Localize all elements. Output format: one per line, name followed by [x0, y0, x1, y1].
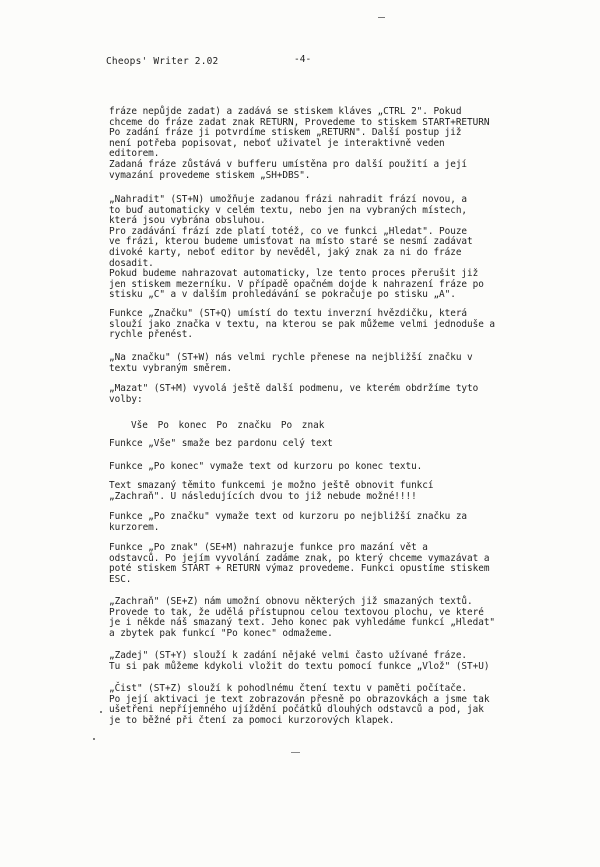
text-line: Funkce „Značku" (ST+Q) umístí do textu inverzní hvězdičku, která	[109, 308, 468, 319]
submenu-options	[131, 420, 324, 431]
text-line: Zadaná fráze zůstává v bufferu umístěna pro další použití a její	[109, 158, 468, 170]
text-line: vymazání provedeme stiskem „SH+DBS".	[109, 169, 311, 181]
paragraph-3	[109, 309, 511, 341]
text-line: „Zachraň" (SE+Z) nám umožní obnovu některých již smazaných textů.	[109, 596, 473, 607]
option-po-znak: Po znak	[280, 420, 325, 431]
text-line: rychle přenést.	[109, 329, 193, 341]
text-line: „Mazat" (ST+M) vyvolá ještě další podmenu, ve kterém obdržíme tyto	[109, 383, 479, 394]
text-line: Text smazaný těmito funkcemi je možno ještě obnovit funkcí	[109, 480, 434, 491]
text-line: Provede to tak, že udělá přístupnou celou textovou plochu, ve které	[109, 606, 484, 618]
text-line: fráze nepůjde zadat) a zadává se stiskem kláves „CTRL 2". Pokud	[109, 106, 462, 117]
scan-mark	[291, 752, 300, 753]
text-line: „Zachraň". U následujících dvou to již nebude možné!!!!	[109, 490, 417, 502]
text-line: chceme do fráze zadat znak RETURN, Provedeme to stiskem START+RETURN	[109, 116, 490, 128]
text-line: kurzorem.	[109, 521, 160, 533]
text-line: je to běžné při čtení za pomoci kurzorových klapek.	[109, 714, 395, 726]
text-line: poté stiskem START + RETURN výmaz provedeme. Funkci opustíme stiskem	[109, 563, 490, 575]
paragraph-11	[109, 597, 511, 639]
text-line: a zbytek pak funkcí "Po konec" odmažeme.	[109, 627, 333, 639]
option-vse: Vše	[131, 420, 148, 431]
text-line: Po zadání fráze ji potvrdíme stiskem „RETURN". Další postup již	[109, 127, 462, 139]
paragraph-4	[109, 353, 511, 374]
paragraph-6	[109, 439, 511, 450]
text-line: stisku „C" a v dalším prohledávání se pokračuje po stisku „A".	[109, 289, 456, 301]
text-line: ve frázi, kterou budeme umisťovat na místo staré se nesmí zadávat	[109, 236, 473, 248]
text-line: Po její aktivaci je text zobrazován přesně po obrazovkách a jsme tak	[109, 693, 490, 705]
text-line: která jsou vybrána obsluhou.	[109, 215, 266, 227]
text-line: divoké karty, neboť editor by nevěděl, jaký znak za ni do fráze	[109, 246, 462, 258]
text-line: „Zadej" (ST+Y) slouží k zadání nějaké velmi často užívané fráze.	[109, 650, 468, 661]
paragraph-7	[109, 462, 511, 473]
text-line: Funkce „Vše" smaže bez pardonu celý text	[109, 438, 333, 449]
paragraph-10	[109, 543, 511, 585]
text-line: Pokud budeme nahrazovat automaticky, lze tento proces přerušit již	[109, 268, 479, 280]
paragraph-9	[109, 512, 511, 533]
text-line: dosadit.	[109, 257, 154, 269]
paragraph-13	[109, 684, 511, 726]
text-line: textu vybraným směrem.	[109, 362, 233, 374]
text-line: ESC.	[109, 573, 132, 585]
text-line: slouží jako značka v textu, na kterou se pak můžeme velmi jednoduše a	[109, 318, 496, 330]
text-line: „Na značku" (ST+W) nás velmi rychle přenese na nejbližší značku v	[109, 352, 473, 363]
text-line: Tu si pak můžeme kdykoli vložit do textu pomocí funkce „Vlož" (ST+U)	[109, 660, 490, 672]
text-line: Funkce „Po značku" vymaže text od kurzoru po nejbližší značku za	[109, 511, 468, 522]
page-number: -4-	[294, 54, 312, 65]
text-line: Funkce „Po konec" vymaže text od kurzoru po konec textu.	[109, 461, 423, 472]
text-line: „Nahradit" (ST+N) umožňuje zadanou frázi nahradit frází novou, a	[109, 194, 468, 205]
text-line: „Čist" (ST+Z) slouží k pohodlnému čtení textu v paměti počítače.	[109, 683, 468, 694]
paragraph-5	[109, 384, 511, 405]
text-line: je i někde náš smazaný text. Jeho konec pak vyhledáme funkcí „Hledat"	[109, 617, 496, 629]
scan-speck	[100, 711, 102, 713]
option-po-znacku: Po značku	[216, 420, 272, 431]
text-line: jen stiskem mezerníku. V případě opačném dojde k nahrazení fráze po	[109, 278, 484, 290]
text-line: editorem.	[109, 148, 160, 160]
header-title: Cheops' Writer 2.02	[106, 56, 219, 67]
paragraph-12	[109, 651, 511, 672]
scan-mark	[378, 17, 385, 18]
text-line: ušetřeni nepříjemného ujíždění počátků dlouhých odstavců a pod, jak	[109, 704, 484, 716]
option-po-konec: Po konec	[157, 420, 207, 431]
paragraph-8	[109, 481, 511, 502]
text-line: volby:	[109, 393, 143, 405]
paragraph-2	[109, 195, 511, 301]
text-line: není potřeba popisovat, neboť uživatel je interaktivně veden	[109, 137, 445, 149]
text-line: odstavců. Po jejím vyvolání zadáme znak, po který chceme vymazávat a	[109, 552, 490, 564]
paragraph-1	[109, 107, 511, 181]
scan-speck	[93, 738, 95, 740]
text-line: Pro zadávání frází zde platí totéž, co ve funkci „Hledat". Pouze	[109, 225, 468, 237]
text-line: to buď automaticky v celém textu, nebo jen na vybraných místech,	[109, 204, 468, 216]
text-line: Funkce „Po znak" (SE+M) nahrazuje funkce pro mazání vět a	[109, 542, 428, 553]
